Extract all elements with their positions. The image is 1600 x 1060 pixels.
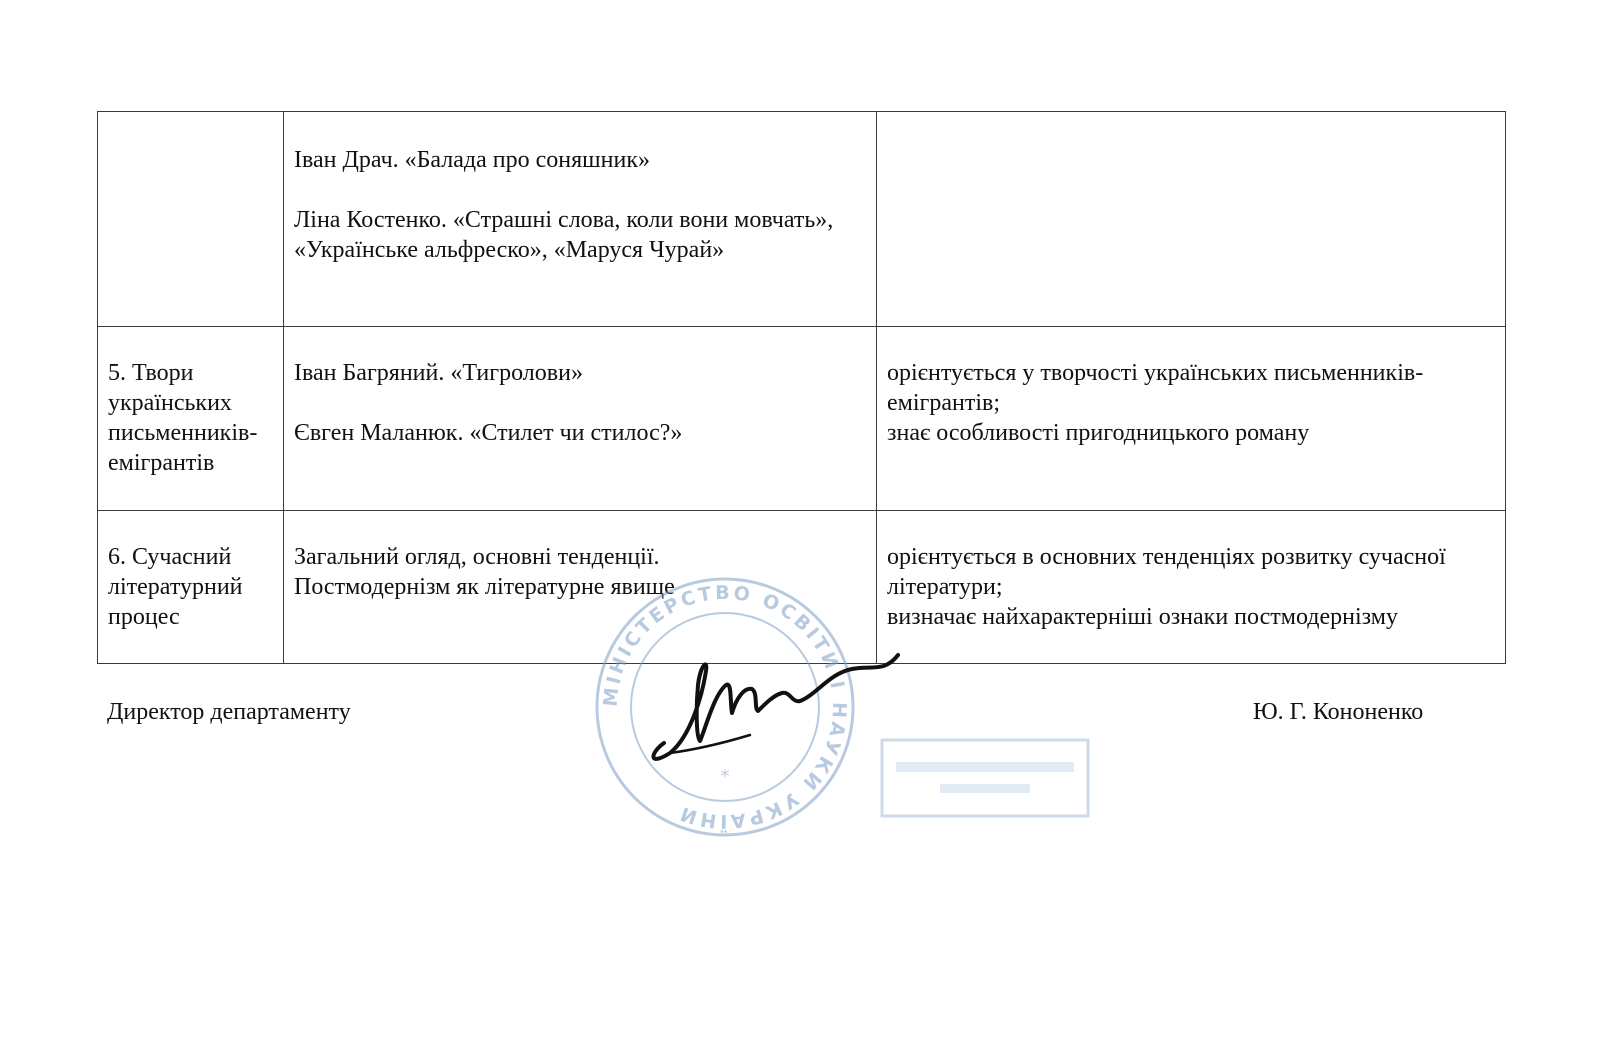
stamp-ring-text: МІНІСТЕРСТВО ОСВІТИ І НАУКИ УКРАЇНИ — [599, 581, 851, 833]
requirements-cell — [877, 327, 1506, 511]
work-line: Постмодернізм як літературне явище — [294, 574, 675, 600]
topic-cell: 5. Твори українських письменників-емігрантів — [98, 327, 284, 511]
requirements-cell — [877, 112, 1506, 327]
requirement-line: знає особливості пригодницького роману — [887, 420, 1310, 446]
work-line: Загальний огляд, основні тенденції. — [294, 544, 660, 570]
topic-cell — [98, 112, 284, 327]
table-row — [98, 327, 1506, 511]
position-title: Директор департаменту — [107, 699, 351, 725]
topic-cell: 6. Сучасний літературний процес — [98, 511, 284, 664]
requirement-line: орієнтується у творчості українських письменників-емігрантів; — [887, 360, 1424, 416]
work-item: Ліна Костенко. «Страшні слова, коли вони мовчать», «Українське альфреско», «Маруся Чурай» — [294, 207, 834, 263]
works-cell — [284, 112, 877, 327]
works-cell — [284, 327, 877, 511]
work-item: Іван Драч. «Балада про соняшник» — [294, 147, 650, 173]
signatory-name: Ю. Г. Кононенко — [1253, 699, 1424, 725]
svg-text:*: * — [720, 766, 730, 787]
requirements-cell — [877, 511, 1506, 664]
work-item: Євген Маланюк. «Стилет чи стилос?» — [294, 420, 683, 446]
work-item: Іван Багряний. «Тигролови» — [294, 360, 583, 386]
signature — [640, 645, 920, 775]
requirement-line: орієнтується в основних тенденціях розвитку сучасної літератури; — [887, 544, 1446, 600]
requirement-line: визначає найхарактерніші ознаки постмодернізму — [887, 604, 1398, 630]
table-row — [98, 112, 1506, 327]
